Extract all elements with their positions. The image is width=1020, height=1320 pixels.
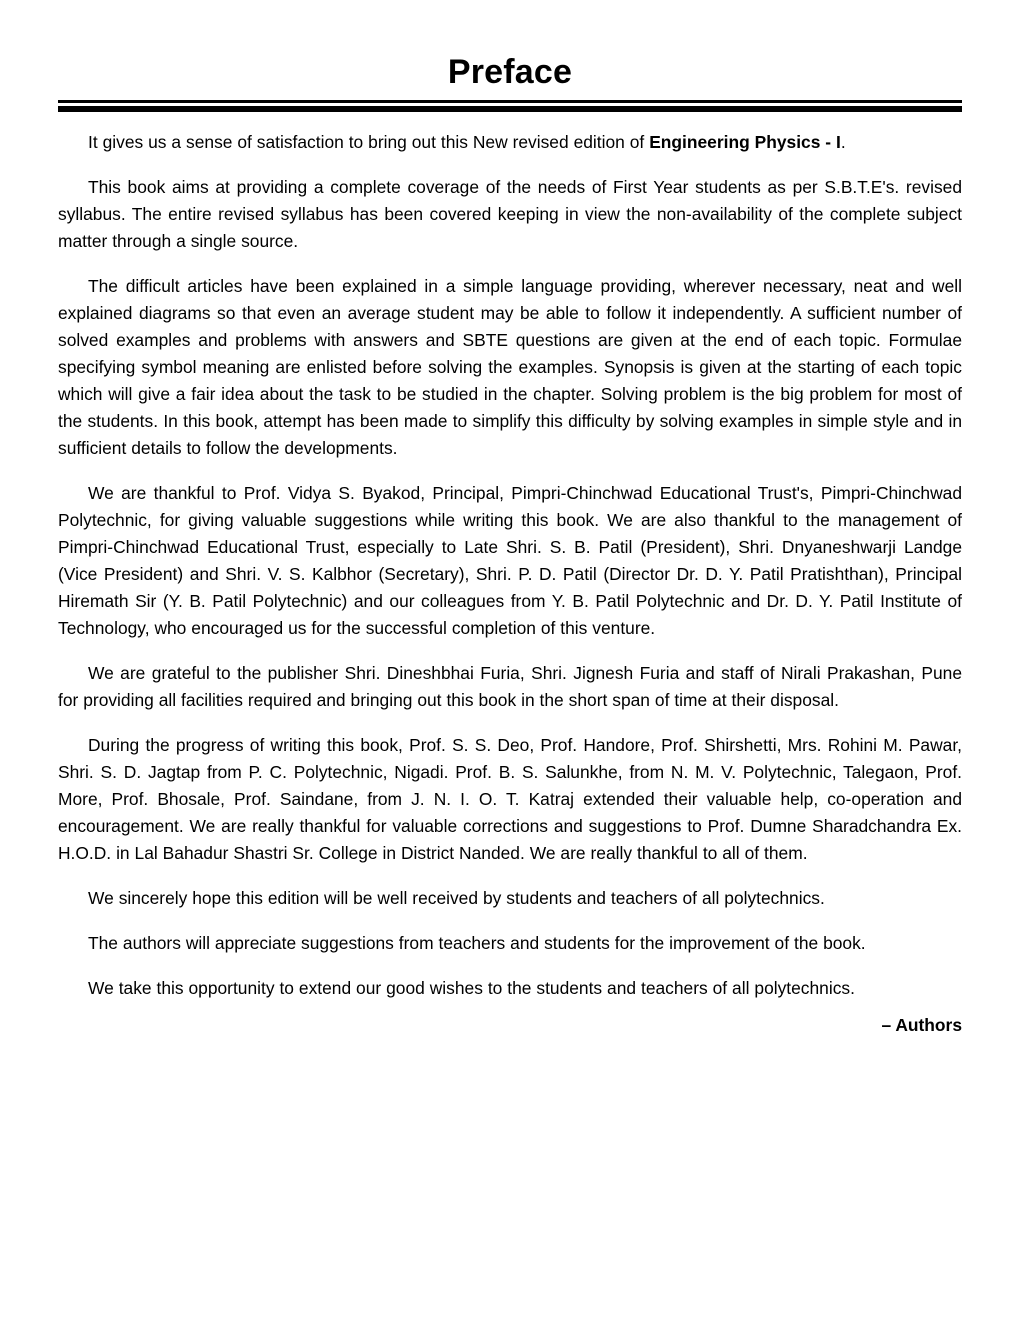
paragraph-acknowledgement-colleagues <box>58 732 962 867</box>
authors-signature: – Authors <box>881 1015 962 1035</box>
paragraph-hope <box>58 885 962 912</box>
body-text: We are thankful to Prof. Vidya S. Byakod, Principal, Pimpri-Chinchwad Educational Trust's, Pimpri-Chinchwad Polytechnic, for giving valuable suggestions while writing this book. We are also thankful to the management of Pimpri-Chinchwad Educational Trust, especially to Late Shri. S. B. Patil (President), Shri. Dnyaneshwarji Landge (Vice President) and Shri. V. S. Kalbhor (Secretary), Shri. P. D. Patil (Director Dr. D. Y. Patil Pratishthan), Principal Hiremath Sir (Y. B. Patil Polytechnic) and our colleagues from Y. B. Patil Polytechnic and Dr. D. Y. Patil Institute of Technology, who encouraged us for the successful completion of this venture. <box>58 483 962 638</box>
paragraph-intro <box>58 129 962 156</box>
body-text: This book aims at providing a complete coverage of the needs of First Year students as per S.B.T.E's. revised syllabus. The entire revised syllabus has been covered keeping in view the non-availability of the complete subject matter through a single source. <box>58 177 962 251</box>
body-text: During the progress of writing this book, Prof. S. S. Deo, Prof. Handore, Prof. Shirshetti, Mrs. Rohini M. Pawar, Shri. S. D. Jagtap from P. C. Polytechnic, Nigadi. Prof. B. S. Salunkhe, from N. M. V. Polytechnic, Talegaon, Prof. More, Prof. Bhosale, Prof. Saindane, from J. N. I. O. T. Katraj extended their valuable help, co-operation and encouragement. We are really thankful for valuable corrections and suggestions to Prof. Dumne Sharadchandra Ex. H.O.D. in Lal Bahadur Shastri Sr. College in District Nanded. We are really thankful to all of them. <box>58 735 962 863</box>
body-text: The authors will appreciate suggestions from teachers and students for the improvement of the book. <box>88 933 866 953</box>
title-block <box>58 0 962 112</box>
divider-line-thick <box>58 106 962 112</box>
body-text: It gives us a sense of satisfaction to bring out this New revised edition of <box>88 132 650 152</box>
body-text: . <box>840 132 846 152</box>
paragraph-acknowledgement-publisher <box>58 660 962 714</box>
paragraph-scope <box>58 174 962 255</box>
paragraph-pedagogy <box>58 273 962 462</box>
body-text: We take this opportunity to extend our good wishes to the students and teachers of all polytechnics. <box>88 978 855 998</box>
body-text: We sincerely hope this edition will be well received by students and teachers of all polytechnics. <box>88 888 825 908</box>
emphasis-text: Engineering Physics - I <box>649 132 841 152</box>
title-divider <box>58 100 962 112</box>
preface-body <box>58 129 962 1002</box>
paragraph-wishes <box>58 975 962 1002</box>
body-text: The difficult articles have been explained in a simple language providing, wherever necessary, neat and well explained diagrams so that even an average student may be able to follow it independently. A sufficient number of solved examples and problems with answers and SBTE questions are given at the end of each topic. Formulae specifying symbol meaning are enlisted before solving the examples. Synopsis is given at the starting of each topic which will give a fair idea about the task to be studied in the chapter. Solving problem is the big problem for most of the students. In this book, attempt has been made to simplify this difficulty by solving examples in simple style and in sufficient details to follow the developments. <box>58 276 962 458</box>
paragraph-feedback <box>58 930 962 957</box>
body-text: We are grateful to the publisher Shri. Dineshbhai Furia, Shri. Jignesh Furia and staff of Nirali Prakashan, Pune for providing all facilities required and bringing out this book in the short span of time at their disposal. <box>58 663 962 710</box>
page-content-area <box>58 0 962 1039</box>
page-title: Preface <box>447 53 573 91</box>
paragraph-acknowledgement-institution <box>58 480 962 642</box>
